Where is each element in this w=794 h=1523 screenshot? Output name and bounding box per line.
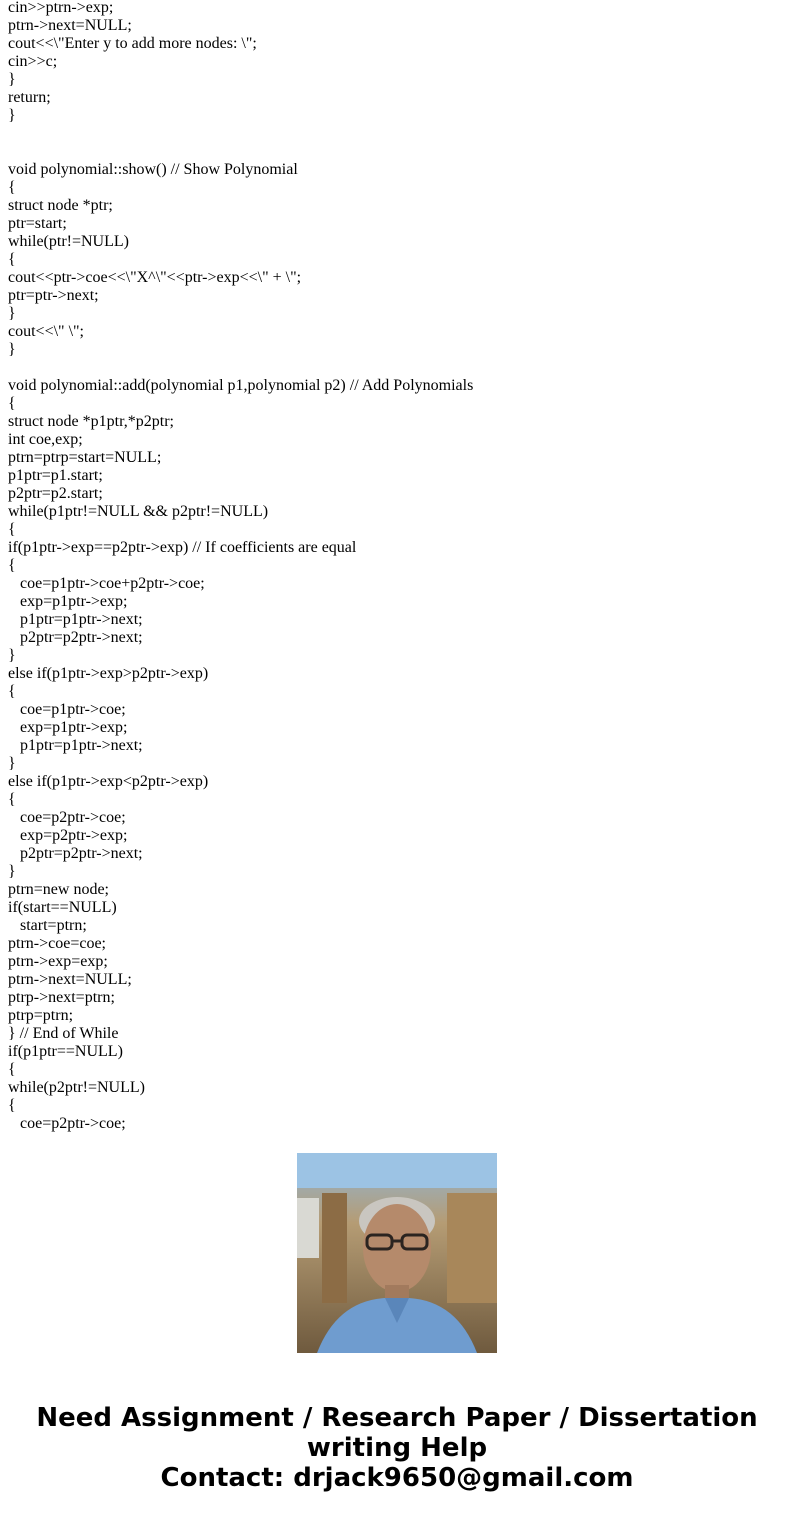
code-line: else if(p1ptr->exp<p2ptr->exp) <box>8 773 209 790</box>
code-line: int coe,exp; <box>8 431 83 448</box>
code-line: struct node *ptr; <box>8 197 113 214</box>
code-line: } <box>8 305 16 322</box>
code-line: if(start==NULL) <box>8 899 117 916</box>
code-line <box>8 359 788 377</box>
code-line: } <box>8 647 16 664</box>
banner-line-3: Contact: drjack9650@gmail.com <box>160 1463 634 1493</box>
code-line: cout<<\"Enter y to add more nodes: \"; <box>8 35 257 52</box>
code-line: exp=p2ptr->exp; <box>8 827 128 844</box>
code-line: { <box>8 1061 16 1078</box>
code-line: while(p1ptr!=NULL && p2ptr!=NULL) <box>8 503 269 520</box>
code-line: if(p1ptr==NULL) <box>8 1043 123 1060</box>
code-line: p1ptr=p1.start; <box>8 467 103 484</box>
code-line: ptr=start; <box>8 215 67 232</box>
contact-banner <box>0 1403 794 1493</box>
code-line: { <box>8 521 16 538</box>
code-line <box>8 143 788 161</box>
code-listing <box>8 0 788 1132</box>
code-line: exp=p1ptr->exp; <box>8 719 128 736</box>
code-line: coe=p1ptr->coe; <box>8 701 126 718</box>
code-line: { <box>8 179 16 196</box>
code-line: else if(p1ptr->exp>p2ptr->exp) <box>8 665 209 682</box>
code-line: while(p2ptr!=NULL) <box>8 1079 145 1096</box>
code-line <box>8 125 788 143</box>
code-line: } <box>8 755 16 772</box>
code-line: { <box>8 251 16 268</box>
code-line: while(ptr!=NULL) <box>8 233 129 250</box>
code-line: cin>>c; <box>8 53 58 70</box>
code-line: cout<<ptr->coe<<\"X^\"<<ptr->exp<<\" + \"; <box>8 269 302 286</box>
code-line: exp=p1ptr->exp; <box>8 593 128 610</box>
code-line: p2ptr=p2ptr->next; <box>8 629 143 646</box>
code-line: ptrn->exp=exp; <box>8 953 108 970</box>
code-line: start=ptrn; <box>8 917 87 934</box>
code-line: p2ptr=p2ptr->next; <box>8 845 143 862</box>
code-line: { <box>8 1097 16 1114</box>
code-line: } <box>8 341 16 358</box>
code-line: p2ptr=p2.start; <box>8 485 103 502</box>
person-photo-icon <box>297 1153 497 1353</box>
code-line: { <box>8 791 16 808</box>
code-line: } <box>8 71 16 88</box>
code-line: { <box>8 683 16 700</box>
banner-line-2: writing Help <box>306 1433 488 1463</box>
code-line: cin>>ptrn->exp; <box>8 0 114 16</box>
code-line: } <box>8 863 16 880</box>
code-line: p1ptr=p1ptr->next; <box>8 611 143 628</box>
code-line: struct node *p1ptr,*p2ptr; <box>8 413 174 430</box>
code-line: ptrn=ptrp=start=NULL; <box>8 449 162 466</box>
code-line: void polynomial::show() // Show Polynomial <box>8 161 298 178</box>
code-line: ptrp=ptrn; <box>8 1007 74 1024</box>
code-line: } // End of While <box>8 1025 119 1042</box>
code-line: ptrn->next=NULL; <box>8 971 132 988</box>
code-line: ptrn->coe=coe; <box>8 935 106 952</box>
avatar <box>297 1153 497 1353</box>
code-line: cout<<\" \"; <box>8 323 84 340</box>
code-line: ptrn->next=NULL; <box>8 17 132 34</box>
code-line: coe=p2ptr->coe; <box>8 809 126 826</box>
code-line: } <box>8 107 16 124</box>
code-line: ptr=ptr->next; <box>8 287 99 304</box>
code-line: ptrn=new node; <box>8 881 109 898</box>
banner-line-1: Need Assignment / Research Paper / Dissertation <box>36 1403 758 1433</box>
code-line: void polynomial::add(polynomial p1,polynomial p2) // Add Polynomials <box>8 377 474 394</box>
code-line: return; <box>8 89 51 106</box>
code-line: { <box>8 395 16 412</box>
code-line: ptrp->next=ptrn; <box>8 989 115 1006</box>
code-line: coe=p1ptr->coe+p2ptr->coe; <box>8 575 205 592</box>
code-line: if(p1ptr->exp==p2ptr->exp) // If coefficients are equal <box>8 539 357 556</box>
code-line: coe=p2ptr->coe; <box>8 1115 126 1132</box>
code-line: p1ptr=p1ptr->next; <box>8 737 143 754</box>
code-line: { <box>8 557 16 574</box>
